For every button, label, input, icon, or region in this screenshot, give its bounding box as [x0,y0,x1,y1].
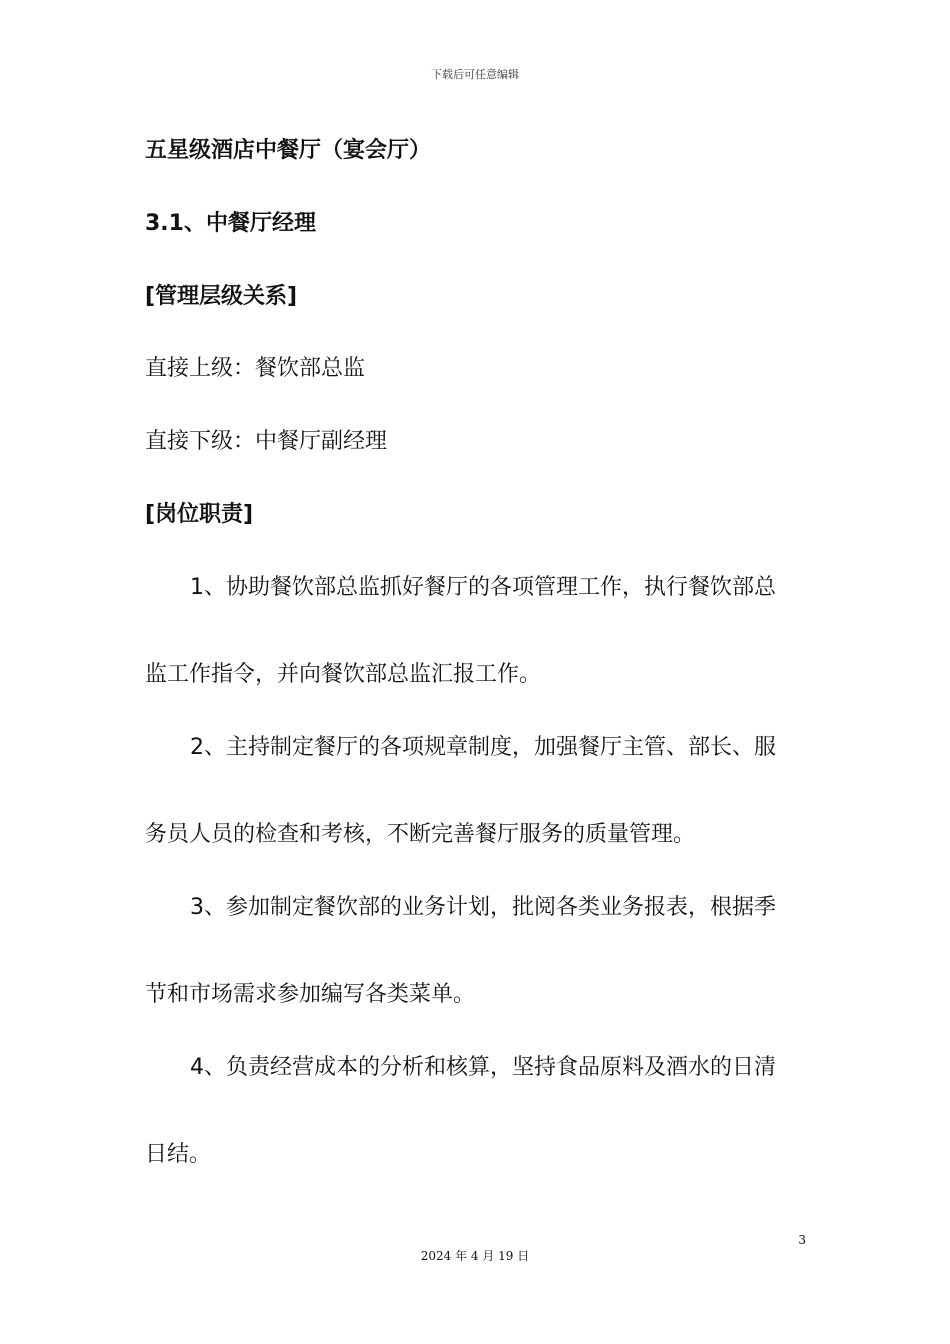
page-number: 3 [798,1233,806,1247]
section-heading: 3.1、中餐厅经理 [145,211,316,236]
direct-superior: 直接上级：餐饮部总监 [145,356,366,381]
duty-item-4-line-1: 4、负责经营成本的分析和核算，坚持食品原料及酒水的日清 [190,1055,776,1080]
footer-date: 2024 年 4 月 19 日 [420,1249,530,1263]
duties-heading: [岗位职责] [145,502,254,527]
page-header: 下载后可任意编辑 [431,68,519,81]
duty-item-1-line-1: 1、协助餐饮部总监抓好餐厅的各项管理工作，执行餐饮部总 [190,575,776,600]
document-title: 五星级酒店中餐厅（宴会厅） [145,138,432,163]
duty-item-1-line-2: 监工作指令，并向餐饮部总监汇报工作。 [145,662,542,687]
hierarchy-heading: [管理层级关系] [145,284,298,309]
duty-item-4-line-2: 日结。 [145,1142,212,1167]
duty-item-2-line-2: 务员人员的检查和考核，不断完善餐厅服务的质量管理。 [145,822,696,847]
direct-subordinate: 直接下级：中餐厅副经理 [145,429,388,454]
duty-item-3-line-1: 3、参加制定餐饮部的业务计划，批阅各类业务报表，根据季 [190,895,776,920]
duty-item-3-line-2: 节和市场需求参加编写各类菜单。 [145,982,476,1007]
duty-item-2-line-1: 2、主持制定餐厅的各项规章制度，加强餐厅主管、部长、服 [190,735,776,760]
